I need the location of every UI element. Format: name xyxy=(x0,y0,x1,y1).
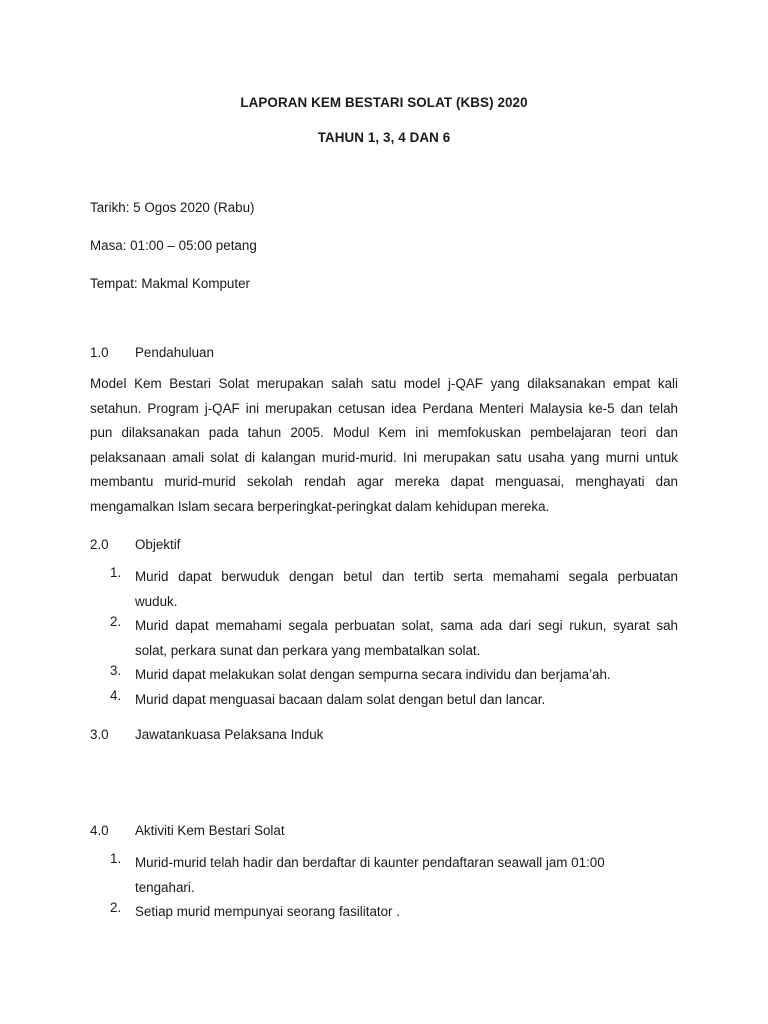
list-item-line: Murid-murid telah hadir dan berdaftar di kaunter pendaftaran seawall jam 01:00 xyxy=(135,855,605,870)
section-heading-introduction xyxy=(90,345,214,360)
list-item-line: tengahari. xyxy=(135,879,195,895)
list-item-line: Setiap murid mempunyai seorang fasilitator . xyxy=(135,904,400,919)
list-item xyxy=(90,688,678,713)
paragraph-line: setahun. Program j-QAF ini merupakan cetusan idea Perdana Menteri Malaysia ke-5 dan telah xyxy=(90,400,678,416)
section-heading-committee xyxy=(90,727,323,742)
section-heading-activities xyxy=(90,823,285,838)
paragraph-line: Model Kem Bestari Solat merupakan salah satu model j-QAF yang dilaksanakan empat kali xyxy=(90,376,678,391)
section-title: Aktiviti Kem Bestari Solat xyxy=(135,823,285,838)
section-title: Pendahuluan xyxy=(135,345,214,360)
list-marker: 2. xyxy=(110,614,122,629)
list-item-line: solat, perkara sunat dan perkara yang membatalkan solat. xyxy=(135,642,481,658)
list-item-line: Murid dapat menguasai bacaan dalam solat dengan betul dan lancar. xyxy=(135,691,546,707)
venue-line: Tempat: Makmal Komputer xyxy=(90,276,251,291)
paragraph-line: pelaksanaan amali solat di kalangan murid-murid. Ini merupakan satu usaha yang murni untuk xyxy=(90,449,678,465)
activities-list xyxy=(90,851,678,925)
list-item xyxy=(90,900,678,925)
section-title: Objektif xyxy=(135,537,181,552)
section-number: 2.0 xyxy=(90,537,109,552)
time-line: Masa: 01:00 – 05:00 petang xyxy=(90,238,257,253)
list-item-line: Murid dapat melakukan solat dengan sempurna secara individu dan berjama’ah. xyxy=(135,667,611,682)
section-number: 1.0 xyxy=(90,345,109,360)
section-number: 4.0 xyxy=(90,823,109,838)
date-line: Tarikh: 5 Ogos 2020 (Rabu) xyxy=(90,200,255,215)
list-item xyxy=(90,614,678,663)
list-marker: 3. xyxy=(110,663,122,678)
objectives-list xyxy=(90,565,678,712)
list-marker: 2. xyxy=(110,900,122,915)
section-number: 3.0 xyxy=(90,727,109,742)
paragraph-line: membantu murid-murid sekolah rendah agar mereka dapat menguasai, menghayati dan xyxy=(90,474,678,489)
list-item xyxy=(90,663,678,688)
list-marker: 1. xyxy=(110,851,122,866)
paragraph-line: pun dilaksanakan pada tahun 2005. Modul Kem ini memfokuskan pembelajaran teori dan xyxy=(90,425,678,440)
paragraph-line: mengamalkan Islam secara berperingkat-peringkat dalam kehidupan mereka. xyxy=(90,498,550,514)
list-item xyxy=(90,565,678,614)
section-heading-objectives xyxy=(90,537,180,552)
document-title: LAPORAN KEM BESTARI SOLAT (KBS) 2020 xyxy=(240,95,528,110)
list-marker: 1. xyxy=(110,565,122,580)
introduction-paragraph xyxy=(90,372,678,519)
list-item-line: Murid dapat berwuduk dengan betul dan tertib serta memahami segala perbuatan xyxy=(135,569,678,584)
list-item-line: wuduk. xyxy=(135,593,178,609)
section-title: Jawatankuasa Pelaksana Induk xyxy=(135,727,324,742)
list-item-line: Murid dapat memahami segala perbuatan solat, sama ada dari segi rukun, syarat sah xyxy=(135,618,678,633)
list-marker: 4. xyxy=(110,687,122,703)
list-item xyxy=(90,851,678,900)
document-subtitle: TAHUN 1, 3, 4 DAN 6 xyxy=(317,130,451,145)
